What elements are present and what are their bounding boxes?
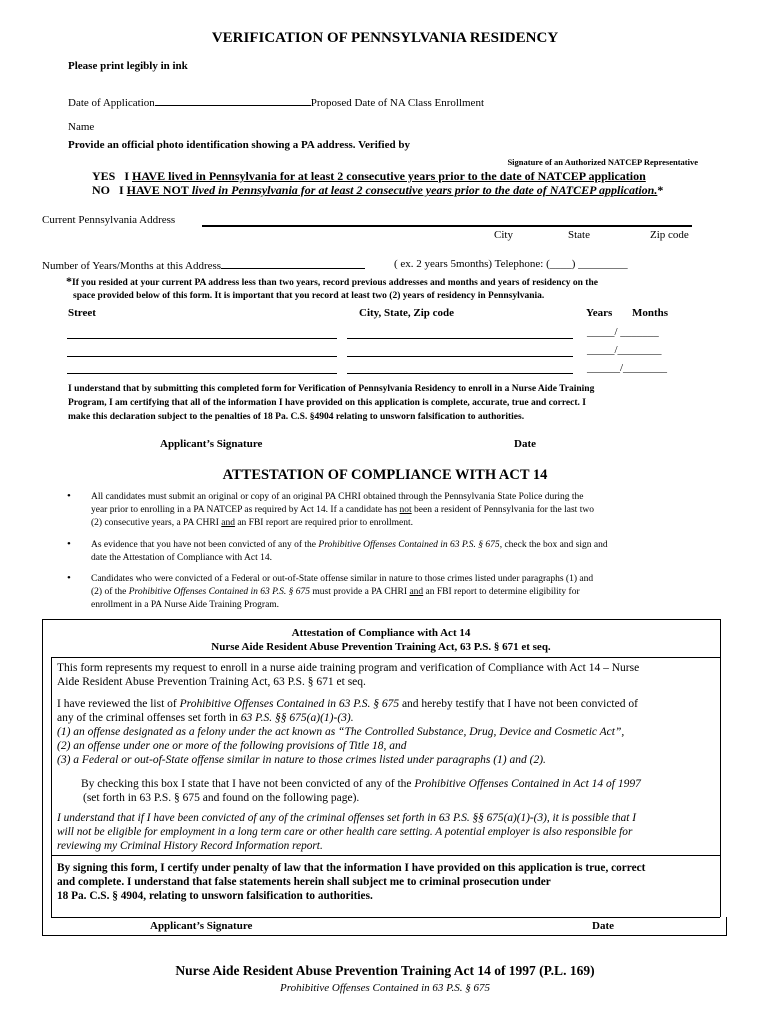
box-p2-line3: (1) an offense designated as a felony under the act known as “The Controlled Substance, Drug, Device and Cosmetic Act”, xyxy=(57,726,625,738)
applicant-signature-label[interactable]: Applicant’s Signature xyxy=(160,438,263,450)
bullet-1-text: an FBI report are required prior to enrollment. xyxy=(234,518,414,528)
bullet-1-text: been a resident of Pennsylvania for the last two xyxy=(411,505,594,515)
col-city: City, State, Zip code xyxy=(359,307,455,319)
box-left-border xyxy=(42,619,43,936)
bullet-1-text: year prior to enrolling in a PA NATCEP as required by Act 14. If a candidate has xyxy=(91,505,400,515)
residency-city-line-2[interactable] xyxy=(347,356,573,357)
box-p5-line3: 18 Pa. C.S. § 4904, relating to unsworn falsification to authorities. xyxy=(57,890,373,902)
box-paragraph-1 xyxy=(57,661,639,689)
bullet-1-not: not xyxy=(399,505,412,515)
proposed-date-label: Proposed Date of NA Class Enrollment xyxy=(310,97,484,109)
box-right-border xyxy=(720,619,721,917)
box-p2-line1 xyxy=(57,697,638,711)
declaration-line: Program, I am certifying that all of the information I have provided on this application is complete, accurate, true and correct. I xyxy=(68,398,586,408)
declaration-line: make this declaration subject to the penalties of 18 Pa. C.S. §4904 relating to unsworn falsification to authorities. xyxy=(68,412,525,422)
bullet-icon: • xyxy=(67,572,71,584)
col-street: Street xyxy=(68,307,96,319)
box-p5-divider xyxy=(51,855,720,856)
box-bottom-border xyxy=(42,935,727,936)
residency-years-months-1[interactable]: _____/ _______ xyxy=(587,326,659,338)
years-months-row xyxy=(42,258,365,272)
bullet-1-line2 xyxy=(91,504,594,517)
box-title-1: Attestation of Compliance with Act 14 xyxy=(291,627,471,639)
box-top-border xyxy=(42,619,720,620)
footer-subtitle: Prohibitive Offenses Contained in 63 P.S. § 675 xyxy=(280,982,490,994)
box-title-divider xyxy=(51,657,720,658)
box-p3-line2: (set forth in 63 P.S. § 675 and found on the following page). xyxy=(83,792,360,804)
bullet-icon: • xyxy=(67,538,71,550)
bullet-3-line3: enrollment in a PA Nurse Aide Training Program. xyxy=(91,600,280,610)
yes-text: HAVE lived in Pennsylvania for at least 2 consecutive years prior to the date of NATCEP application xyxy=(132,169,646,183)
box-p5-line1: By signing this form, I certify under penalty of law that the information I have provided on this application is true, correct xyxy=(57,862,646,874)
bullet-2-line2: date the Attestation of Compliance with Act 14. xyxy=(91,553,272,563)
date-of-application-row xyxy=(68,94,484,109)
bullet-3-offenses: Prohibitive Offenses Contained in 63 P.S. § 675 xyxy=(128,587,311,597)
current-address-label: Current Pennsylvania Address xyxy=(42,214,176,226)
bullet-3-text: (2) of the xyxy=(91,587,129,597)
box-p2-offenses: Prohibitive Offenses Contained in 63 P.S. § 675 xyxy=(179,698,400,710)
box-p3-line1 xyxy=(81,777,641,791)
name-label: Name xyxy=(68,121,95,133)
box-p1-line1: This form represents my request to enroll in a nurse aide training program and verification of Compliance with Act 14 – Nurse xyxy=(57,662,640,674)
no-text-b: lived in Pennsylvania for at least 2 consecutive years prior to the date of NATCEP application. xyxy=(188,183,658,197)
bullet-3-text: an FBI report to determine eligibility for xyxy=(423,587,580,597)
page-title: VERIFICATION OF PENNSYLVANIA RESIDENCY xyxy=(211,30,559,46)
box-paragraph-4 xyxy=(57,811,636,853)
box-p4-line3: reviewing my Criminal History Record Information report. xyxy=(57,840,323,852)
yes-prefix: I xyxy=(124,169,130,183)
yes-label: YES xyxy=(92,169,116,183)
bullet-3-text: must provide a PA CHRI xyxy=(310,587,410,597)
box-paragraph-2 xyxy=(57,697,638,767)
col-months: Months xyxy=(632,307,669,319)
bullet-3 xyxy=(91,573,593,612)
box-p4-line1: I understand that if I have been convicted of any of the criminal offenses set forth in 63 P.S. §§ 675(a)(1)-(3), it is possible that I xyxy=(57,812,636,824)
previous-note-star: * xyxy=(66,274,72,288)
box-p2-text: and hereby testify that I have not been convicted of xyxy=(399,698,638,710)
box-p5-line2: and complete. I understand that false statements herein shall subject me to criminal prosecution under xyxy=(57,876,551,888)
footer-title: Nurse Aide Resident Abuse Prevention Training Act 14 of 1997 (P.L. 169) xyxy=(175,963,595,978)
box-paragraph-5 xyxy=(57,861,645,903)
date-of-application-field[interactable] xyxy=(155,94,311,106)
bullet-2-line1 xyxy=(91,539,608,552)
bullet-1-and: and xyxy=(221,518,235,528)
no-text-a: HAVE NOT xyxy=(126,183,189,197)
bullet-1-line1: All candidates must submit an original or copy of an original PA CHRI obtained through the Pennsylvania State Police during the xyxy=(91,492,584,502)
bullet-icon: • xyxy=(67,490,71,502)
box-p3-text: By checking this box I state that I have not been convicted of any of the xyxy=(81,778,415,790)
years-months-field[interactable] xyxy=(221,258,365,269)
box-p2-statute: 63 P.S. §§ 675(a)(1)-(3). xyxy=(240,712,354,724)
bullet-3-line1: Candidates who were convicted of a Federal or out-of-State offense similar in nature to those crimes listed under paragraphs (1) and xyxy=(91,574,594,584)
box-p2-text: I have reviewed the list of xyxy=(57,698,180,710)
city-sublabel: City xyxy=(494,229,513,241)
box-p2-line5: (3) a Federal or out-of-State offense similar in nature to those crimes listed under paragraphs (1) and (2). xyxy=(57,754,546,766)
bullet-1 xyxy=(91,491,594,530)
bullet-3-line2 xyxy=(91,586,593,599)
declaration xyxy=(68,382,594,424)
residency-street-line-3[interactable] xyxy=(67,373,337,374)
declaration-line: I understand that by submitting this completed form for Verification of Pennsylvania Residency to enroll in a Nurse Aide Training xyxy=(68,384,595,394)
box-date-label[interactable]: Date xyxy=(592,920,614,932)
residency-city-line-3[interactable] xyxy=(347,373,573,374)
no-option[interactable] xyxy=(92,183,663,198)
yes-option[interactable] xyxy=(92,169,646,184)
previous-note-line1: If you resided at your current PA address less than two years, record previous addresses and months and years of residency on the xyxy=(72,278,598,288)
box-inner-left xyxy=(51,657,52,917)
bullet-1-line3 xyxy=(91,517,594,530)
bullet-2-text: As evidence that you have not been convicted of any of the xyxy=(91,540,319,550)
bullet-1-text: (2) consecutive years, a PA CHRI xyxy=(91,518,222,528)
bullet-2-text: , check the box and sign and xyxy=(499,540,608,550)
no-label: NO xyxy=(92,183,110,197)
no-prefix: I xyxy=(119,183,124,197)
zip-sublabel: Zip code xyxy=(650,229,689,241)
residency-street-line-2[interactable] xyxy=(67,356,337,357)
box-p1-line2: Aide Resident Abuse Prevention Training Act, 63 P.S. § 671 et seq. xyxy=(57,676,366,688)
box-sig-divider xyxy=(51,917,720,918)
box-p3-offenses: Prohibitive Offenses Contained in Act 14 of 1997 xyxy=(414,778,641,790)
residency-years-months-3[interactable]: ______/________ xyxy=(587,362,668,374)
residency-street-line-1[interactable] xyxy=(67,338,337,339)
print-note: Please print legibly in ink xyxy=(68,60,188,72)
current-address-field[interactable] xyxy=(202,225,692,227)
box-right-border-lower xyxy=(726,917,727,936)
box-p4-line2: will not be eligible for employment in a long term care or other health care setting. A potential employer is also responsible for xyxy=(57,826,633,838)
years-months-label: Number of Years/Months at this Address xyxy=(42,260,222,272)
box-p2-text: any of the criminal offenses set forth in xyxy=(57,712,241,724)
no-suffix: * xyxy=(657,183,664,197)
bullet-3-and: and xyxy=(409,587,424,597)
col-years: Years xyxy=(586,307,613,319)
box-paragraph-3[interactable] xyxy=(81,777,641,805)
residency-city-line-1[interactable] xyxy=(347,338,573,339)
previous-note xyxy=(66,275,598,303)
example-telephone[interactable]: ( ex. 2 years 5months) Telephone: (____) _________ xyxy=(394,258,628,270)
state-sublabel: State xyxy=(568,229,590,241)
previous-note-line2: space provided below of this form. It is important that you record at least two (2) years of residency in Pennsylvania. xyxy=(73,291,545,301)
photo-id-label: Provide an official photo identification showing a PA address. Verified by xyxy=(68,139,410,151)
box-title-2: Nurse Aide Resident Abuse Prevention Training Act, 63 P.S. § 671 et seq. xyxy=(211,641,551,653)
signature-rep-label: Signature of an Authorized NATCEP Representative xyxy=(507,157,698,167)
date-of-application-label: Date of Application xyxy=(68,97,155,109)
bullet-2-offenses: Prohibitive Offenses Contained in 63 P.S. § 675 xyxy=(318,540,500,550)
box-applicant-signature-label[interactable]: Applicant’s Signature xyxy=(150,920,253,932)
attestation-title: ATTESTATION OF COMPLIANCE WITH ACT 14 xyxy=(222,467,548,483)
bullet-2 xyxy=(91,539,608,565)
box-p2-line2 xyxy=(57,711,638,725)
date-label[interactable]: Date xyxy=(514,438,536,450)
residency-years-months-2[interactable]: _____/________ xyxy=(587,344,662,356)
box-p2-line4: (2) an offense under one or more of the following provisions of Title 18, and xyxy=(57,740,407,752)
